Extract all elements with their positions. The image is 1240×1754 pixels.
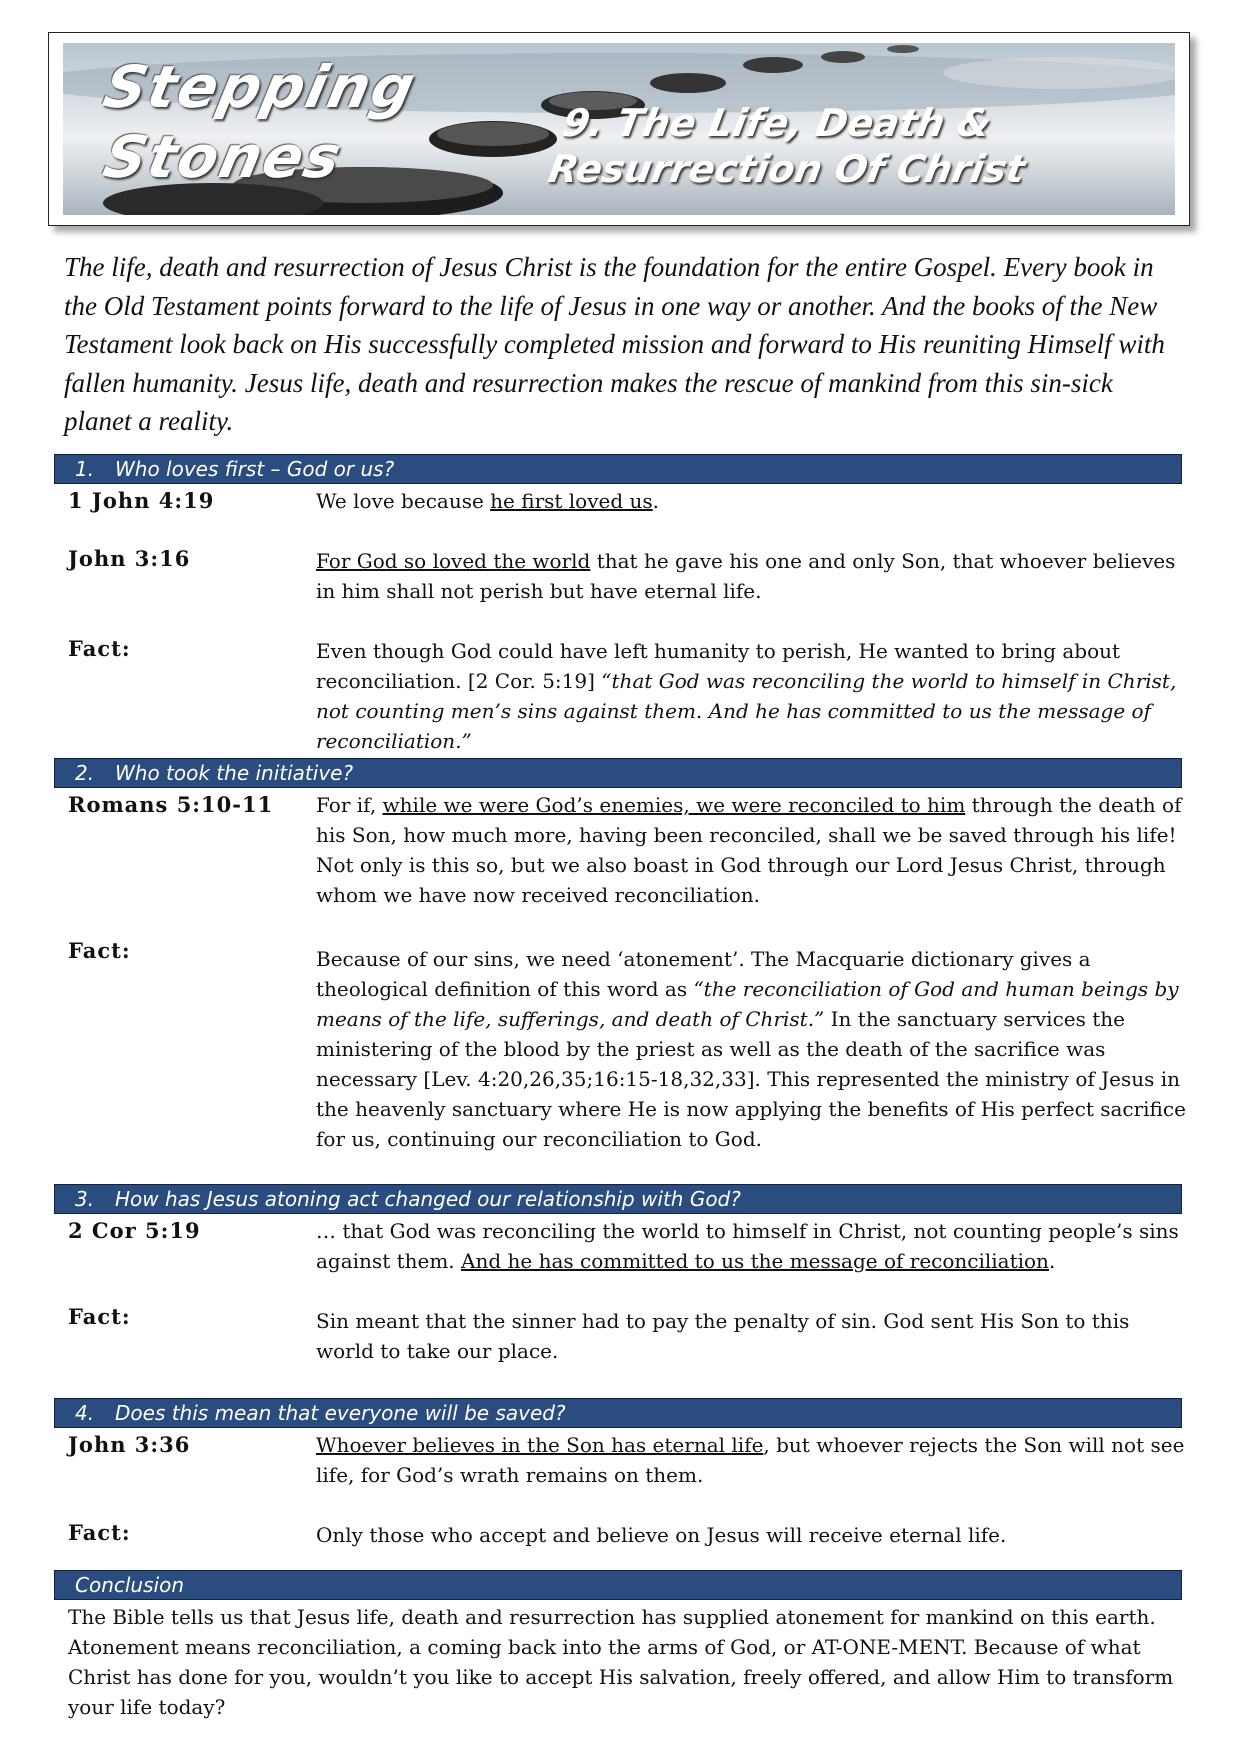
section-number: 1. — [75, 457, 95, 481]
scripture-text: … that God was reconciling the world to himself in Christ, not counting people’s sins against them. And he has committed to us the message of reconciliation. — [316, 1219, 1179, 1273]
banner-subtitle-line2: Resurrection Of Christ — [545, 147, 1029, 191]
scripture-reference: Romans 5:10-11 — [68, 792, 274, 817]
scripture-reference: John 3:36 — [68, 1432, 191, 1457]
underlined-text: he first loved us — [490, 489, 653, 513]
scripture-reference: 1 John 4:19 — [68, 488, 215, 513]
banner-title-line2: Stones — [97, 123, 349, 191]
underlined-text: Whoever believes in the Son has eternal life — [316, 1433, 764, 1457]
conclusion-heading: Conclusion — [54, 1570, 1182, 1600]
conclusion-text: The Bible tells us that Jesus life, death and resurrection has supplied atonement for mankind on this earth. Atonement means reconciliation, a coming back into the arms of God, or AT-ONE-MENT. Because of what Christ has done for you, wouldn’t you like to accept His salvation, freely offered, and allow Him to transform your life today? — [68, 1605, 1174, 1719]
fact-text: Sin meant that the sinner had to pay the penalty of sin. God sent His Son to this world to take our place. — [316, 1309, 1130, 1363]
fact-text: Because of our sins, we need ‘atonement’. The Macquarie dictionary gives a theological definition of this word as “the reconciliation of God and human beings by means of the life, sufferings, and death of Christ.” In the sanctuary services the ministering of the blood by the priest as well as the death of the sacrifice was necessary [Lev. 4:20,26,35;16:15-18,32,33]. This represented the ministry of Jesus in the heavenly sanctuary where He is now applying the benefits of His perfect sacrifice for us, continuing our reconciliation to God. — [316, 947, 1186, 1151]
fact-label: Fact: — [68, 1520, 131, 1545]
banner-title-line1: Stepping — [97, 53, 423, 121]
section-question: Who took the initiative? — [115, 761, 354, 785]
section-3-heading — [54, 1184, 1182, 1214]
fact-label: Fact: — [68, 938, 131, 963]
fact-text: Even though God could have left humanity to perish, He wanted to bring about reconciliation. [2 Cor. 5:19] “that God was reconciling the world to himself in Christ, not counting men’s sins against them. And he has committed to us the message of reconciliation.” — [316, 639, 1177, 753]
title-banner — [48, 32, 1190, 226]
intro-paragraph: The life, death and resurrection of Jesus Christ is the foundation for the entire Gospel. Every book in the Old Testament points forward to the life of Jesus in one way or another. And the books of the New Testament look back on His successfully completed mission and forward to His reuniting Himself with fallen humanity. Jesus life, death and resurrection makes the rescue of mankind from this sin-sick planet a reality. — [64, 252, 1165, 436]
section-1-heading — [54, 454, 1182, 484]
section-question: How has Jesus atoning act changed our relationship with God? — [115, 1187, 741, 1211]
scripture-reference: John 3:16 — [68, 546, 191, 571]
scripture-text: Whoever believes in the Son has eternal life, but whoever rejects the Son will not see life, for God’s wrath remains on them. — [316, 1433, 1185, 1487]
quote-text: “the reconciliation of God and human beings by means of the life, sufferings, and death of Christ.” — [316, 977, 1179, 1031]
section-number: 4. — [75, 1401, 95, 1425]
scripture-text: For if, while we were God’s enemies, we were reconciled to him through the death of his Son, how much more, having been reconciled, shall we be saved through his life! Not only is this so, but we also boast in God through our Lord Jesus Christ, through whom we have now received reconciliation. — [316, 793, 1182, 907]
section-number: 3. — [75, 1187, 95, 1211]
scripture-text: We love because he first loved us. — [316, 489, 660, 513]
scripture-reference: 2 Cor 5:19 — [68, 1218, 201, 1243]
quote-text: “that God was reconciling the world to himself in Christ, not counting men’s sins against them. And he has committed to us the message of reconciliation.” — [316, 669, 1177, 753]
section-question: Who loves first – God or us? — [115, 457, 395, 481]
fact-label: Fact: — [68, 1304, 131, 1329]
banner-subtitle-line1: 9. The Life, Death & — [559, 101, 995, 145]
section-number: 2. — [75, 761, 95, 785]
section-2-heading — [54, 758, 1182, 788]
fact-text: Only those who accept and believe on Jesus will receive eternal life. — [316, 1523, 1007, 1547]
stepping-stones-image — [63, 43, 1175, 215]
section-question: Does this mean that everyone will be saved? — [115, 1401, 566, 1425]
scripture-text: For God so loved the world that he gave his one and only Son, that whoever believes in him shall not perish but have eternal life. — [316, 549, 1176, 603]
fact-label: Fact: — [68, 636, 131, 661]
section-4-heading — [54, 1398, 1182, 1428]
underlined-text: For God so loved the world — [316, 549, 591, 573]
underlined-text: And he has committed to us the message of reconciliation — [461, 1249, 1049, 1273]
underlined-text: while we were God’s enemies, we were reconciled to him — [382, 793, 966, 817]
